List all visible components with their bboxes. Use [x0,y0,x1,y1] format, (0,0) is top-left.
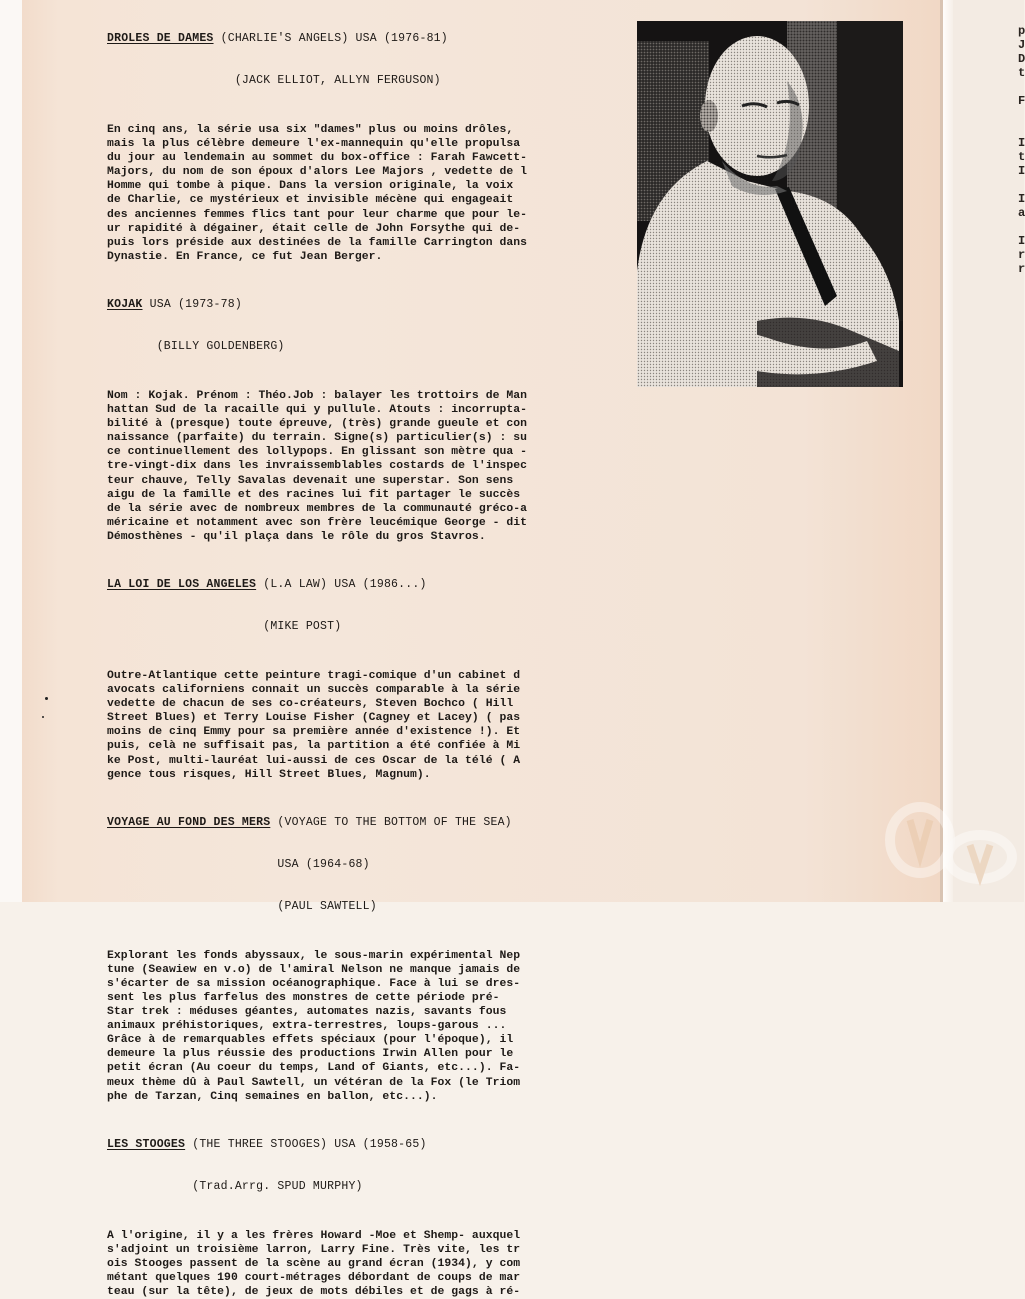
body-line: aigu de la famille et des racines lui fit partager le succès [107,488,521,501]
body-line: des anciennes femmes flics tant pour leur charme que pour le- [107,208,528,221]
next-page-edge [953,0,1024,902]
body-line: Homme qui tombe à pique. Dans la version originale, la voix [107,180,514,193]
body-line: Outre-Atlantique cette peinture tragi-comique d'un cabinet d [107,669,521,682]
entry-heading-info: (VOYAGE TO THE BOTTOM OF THE SEA) [270,815,512,829]
next-page-text-fragment: J [1018,38,1025,52]
next-page-text-fragment: I [1018,136,1025,150]
next-page-text-fragment: I [1018,234,1025,248]
entry-body [107,949,627,1104]
text-column [107,4,627,1299]
entry-heading-info: USA (1973-78) [142,297,242,311]
portrait-illustration [637,21,903,387]
entry-composer: (BILLY GOLDENBERG) [107,339,285,353]
entry-title: LES STOOGES [107,1137,186,1151]
entry-heading [107,4,627,116]
body-line: Nom : Kojak. Prénom : Théo.Job : balayer les trottoirs de Man [107,389,528,402]
entry-droles-de-dames [107,4,627,264]
scan-speck [42,716,44,718]
entry-composer: (MIKE POST) [107,619,342,633]
body-line: teau (sur la tête), de jeux de mots débiles et de gags à ré- [107,1286,521,1299]
entry-kojak [107,270,627,544]
next-page-text-fragment: a [1018,206,1025,220]
body-line: phe de Tarzan, Cinq semaines en ballon, etc...). [107,1090,438,1103]
body-line: ois Stooges passent de la scène au grand écran (1934), y com [107,1257,521,1270]
body-line: sent les plus farfelus des monstres de cette période pré- [107,992,500,1004]
next-page-text-fragment: r [1018,262,1025,276]
entry-title: KOJAK [107,297,143,311]
entry-composer: (Trad.Arrg. SPUD MURPHY) [107,1179,363,1193]
entry-heading-info: (THE THREE STOOGES) USA (1958-65) [185,1137,427,1151]
body-line: teur chauve, Telly Savalas devenait une superstar. Son sens [107,474,514,487]
body-line: mais la plus célèbre demeure l'ex-mannequin qu'elle propulsa [107,138,521,151]
body-line: Majors, du nom de son époux d'alors Lee Majors , vedette de l [107,166,528,179]
entry-heading-info: (CHARLIE'S ANGELS) USA (1976-81) [213,32,448,45]
entry-heading [107,1110,627,1222]
body-line: métant quelques 190 court-métrages débordant de coups de mar [107,1272,521,1285]
next-page-text-fragment: I [1018,164,1025,178]
entry-title: VOYAGE AU FOND DES MERS [107,815,271,829]
body-line: de Charlie, ce mystérieux et invisible mécène qui engageait [107,194,514,207]
entry-la-loi-de-los-angeles [107,550,627,782]
next-page-text-fragment: F [1018,94,1025,108]
next-page-text-fragment: D [1018,52,1025,66]
scan-left-margin [0,0,22,902]
entry-title: DROLES DE DAMES [107,32,214,45]
kojak-portrait-photo [637,21,903,387]
entry-composer: (PAUL SAWTELL) [107,899,377,913]
next-page-text-fragment: t [1018,150,1025,164]
next-page-text-fragment: r [1018,248,1025,262]
body-line: de la série avec de nombreux membres de la communauté gréco-a [107,502,528,515]
entry-body [107,389,627,544]
entry-les-stooges [107,1110,627,1299]
body-line: tre-vingt-dix dans les invraissemblables costards de l'inspec [107,460,528,473]
body-line: puis lors préside aux destinées de la famille Carrington dans [107,236,528,249]
entry-body [107,1229,627,1299]
body-line: Démosthènes - qu'il plaça dans le rôle du gros Stavros. [107,530,486,543]
entry-body [107,669,627,782]
body-line: hattan Sud de la racaille qui y pullule. Atouts : incorrupta- [107,404,528,417]
body-line: Dynastie. En France, ce fut Jean Berger. [107,250,383,263]
entry-voyage-au-fond-des-mers [107,788,627,1104]
body-line: Grâce à de remarquables effets spéciaux (pour l'époque), il [107,1034,514,1047]
body-line: meux thème dû à Paul Sawtell, un vétéran de la Fox (le Triom [107,1076,521,1089]
entry-title: LA LOI DE LOS ANGELES [107,577,257,591]
scan-speck [45,697,48,700]
body-line: s'adjoint un troisième larron, Larry Fine. Très vite, les tr [107,1243,521,1256]
body-line: avocats californiens connait un succès comparable à la série [107,684,521,697]
entry-heading-info: (L.A LAW) USA (1986...) [256,577,427,591]
body-line: En cinq ans, la série usa six "dames" plus ou moins drôles, [107,124,514,136]
body-line: méricaine et notamment avec son frère leucémique George - dit [107,516,528,529]
body-line: animaux préhistoriques, extra-terrestres, loups-garous ... [107,1020,507,1033]
next-page-text-fragment: I [1018,192,1025,206]
next-page-text-fragment: t [1018,66,1025,80]
entry-heading [107,788,627,942]
next-page-text-fragment: p [1018,24,1025,38]
entry-composer: (JACK ELLIOT, ALLYN FERGUSON) [107,74,441,87]
body-line: ce continuellement des lollypops. En glissant son mètre qua - [107,446,528,459]
page-fold-highlight [943,0,953,902]
body-line: Explorant les fonds abyssaux, le sous-marin expérimental Nep [107,949,521,962]
body-line: s'écarter de sa mission océanographique. Face à lui se dres- [107,977,521,990]
body-line: puis, celà ne suffisait pas, la partition a été confiée à Mi [107,740,521,753]
body-line: petit écran (Au coeur du temps, Land of Giants, etc...). Fa- [107,1062,521,1075]
body-line: bilité à (presque) toute épreuve, (très) grande gueule et con [107,418,528,431]
entry-body [107,123,627,264]
body-line: naissance (parfaite) du terrain. Signe(s) particulier(s) : su [107,432,528,445]
body-line: Star trek : méduses géantes, automates nazis, savants fous [107,1006,507,1019]
body-line: demeure la plus réussie des productions Irwin Allen pour le [107,1048,514,1061]
body-line: tune (Seawiew en v.o) de l'amiral Nelson ne manque jamais de [107,963,521,976]
body-line: ur rapidité à dégainer, était celle de John Forsythe qui de- [107,222,521,235]
body-line: ke Post, multi-lauréat lui-aussi de ces Oscar de la télé ( A [107,754,521,767]
body-line: A l'origine, il y a les frères Howard -Moe et Shemp- auxquel [107,1229,521,1242]
entry-heading [107,550,627,662]
watermark-logo-icon [885,795,1015,895]
body-line: moins de cinq Emmy pour sa première année d'existence !). Et [107,726,521,739]
entry-heading [107,270,627,382]
body-line: gence tous risques, Hill Street Blues, Magnum). [107,768,431,781]
body-line: vedette de chacun de ses co-créateurs, Steven Bochco ( Hill [107,698,514,711]
body-line: Street Blues) et Terry Louise Fisher (Cagney et Lacey) ( pas [107,712,521,725]
entry-year: USA (1964-68) [107,857,370,871]
body-line: du jour au lendemain au sommet du box-office : Farah Fawcett- [107,152,528,165]
